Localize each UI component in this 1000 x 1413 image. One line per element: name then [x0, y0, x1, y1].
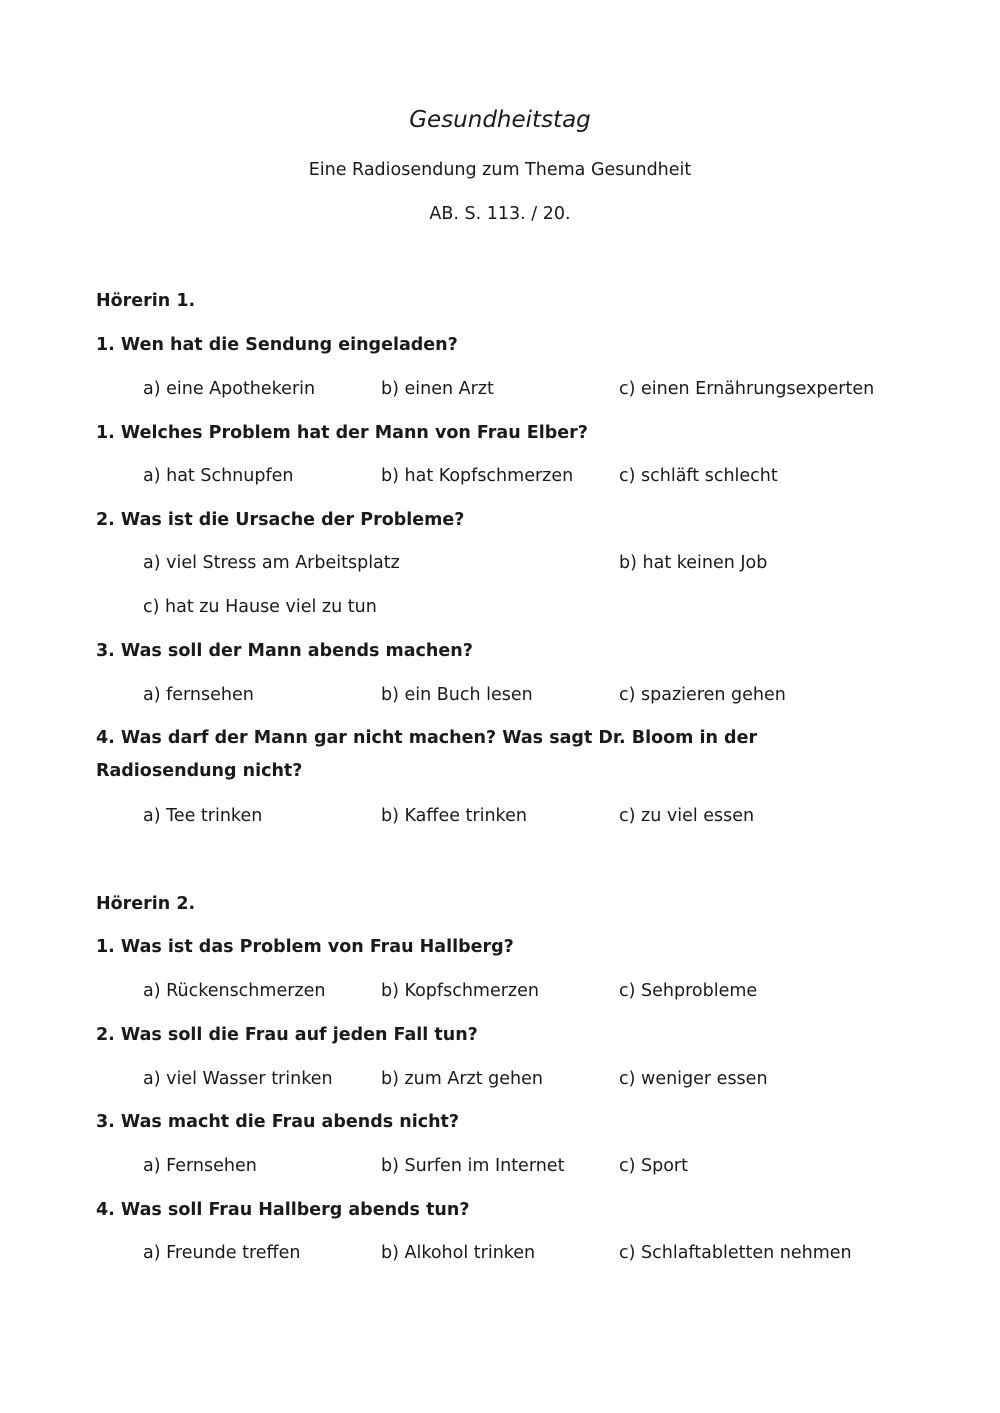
question-text: 1. Wen hat die Sendung eingeladen? [96, 335, 458, 355]
option-c: c) weniger essen [619, 1069, 768, 1089]
answer-options [143, 377, 943, 401]
option-c: c) Schlaftabletten nehmen [619, 1243, 852, 1263]
answer-options [143, 595, 943, 619]
question-text: 2. Was soll die Frau auf jeden Fall tun? [96, 1025, 478, 1045]
answer-options [143, 1067, 943, 1091]
question-text: 3. Was macht die Frau abends nicht? [96, 1112, 460, 1132]
option-a: a) Tee trinken [143, 806, 263, 826]
question-text: 3. Was soll der Mann abends machen? [96, 641, 473, 661]
option-c: c) schläft schlecht [619, 466, 778, 486]
question-text: 4. Was darf der Mann gar nicht machen? Was sagt Dr. Bloom in der Radiosendung nicht? [96, 728, 758, 781]
option-c: c) hat zu Hause viel zu tun [143, 597, 377, 617]
option-b: b) hat keinen Job [619, 553, 768, 573]
option-b: b) ein Buch lesen [381, 685, 533, 705]
answer-options [143, 464, 943, 488]
option-a: a) Fernsehen [143, 1156, 257, 1176]
option-c: c) Sport [619, 1156, 688, 1176]
question-text: 1. Was ist das Problem von Frau Hallberg? [96, 937, 514, 957]
document-reference: AB. S. 113. / 20. [429, 204, 571, 224]
option-a: a) viel Stress am Arbeitsplatz [143, 553, 400, 573]
option-b: b) Surfen im Internet [381, 1156, 565, 1176]
option-a: a) eine Apothekerin [143, 379, 316, 399]
question-text: 2. Was ist die Ursache der Probleme? [96, 510, 465, 530]
answer-options [143, 804, 943, 828]
question-text: 4. Was soll Frau Hallberg abends tun? [96, 1200, 470, 1220]
option-c: c) spazieren gehen [619, 685, 786, 705]
option-b: b) hat Kopfschmerzen [381, 466, 574, 486]
option-a: a) fernsehen [143, 685, 254, 705]
document-title: Gesundheitstag [409, 107, 591, 133]
option-a: a) Freunde treffen [143, 1243, 301, 1263]
option-b: b) zum Arzt gehen [381, 1069, 543, 1089]
section-heading-hoererin-1: Hörerin 1. [96, 291, 196, 311]
option-a: a) Rückenschmerzen [143, 981, 326, 1001]
option-b: b) Kaffee trinken [381, 806, 527, 826]
document-subtitle: Eine Radiosendung zum Thema Gesundheit [308, 160, 692, 180]
answer-options [143, 979, 943, 1003]
option-b: b) Kopfschmerzen [381, 981, 539, 1001]
option-a: a) viel Wasser trinken [143, 1069, 333, 1089]
option-c: c) einen Ernährungsexperten [619, 379, 875, 399]
answer-options [143, 683, 943, 707]
question-text: 1. Welches Problem hat der Mann von Frau Elber? [96, 423, 588, 443]
option-c: c) zu viel essen [619, 806, 755, 826]
option-b: b) einen Arzt [381, 379, 494, 399]
option-b: b) Alkohol trinken [381, 1243, 536, 1263]
option-a: a) hat Schnupfen [143, 466, 294, 486]
section-heading-hoererin-2: Hörerin 2. [96, 894, 196, 914]
option-c: c) Sehprobleme [619, 981, 758, 1001]
answer-options [143, 1241, 943, 1265]
answer-options [143, 551, 943, 575]
answer-options [143, 1154, 943, 1178]
